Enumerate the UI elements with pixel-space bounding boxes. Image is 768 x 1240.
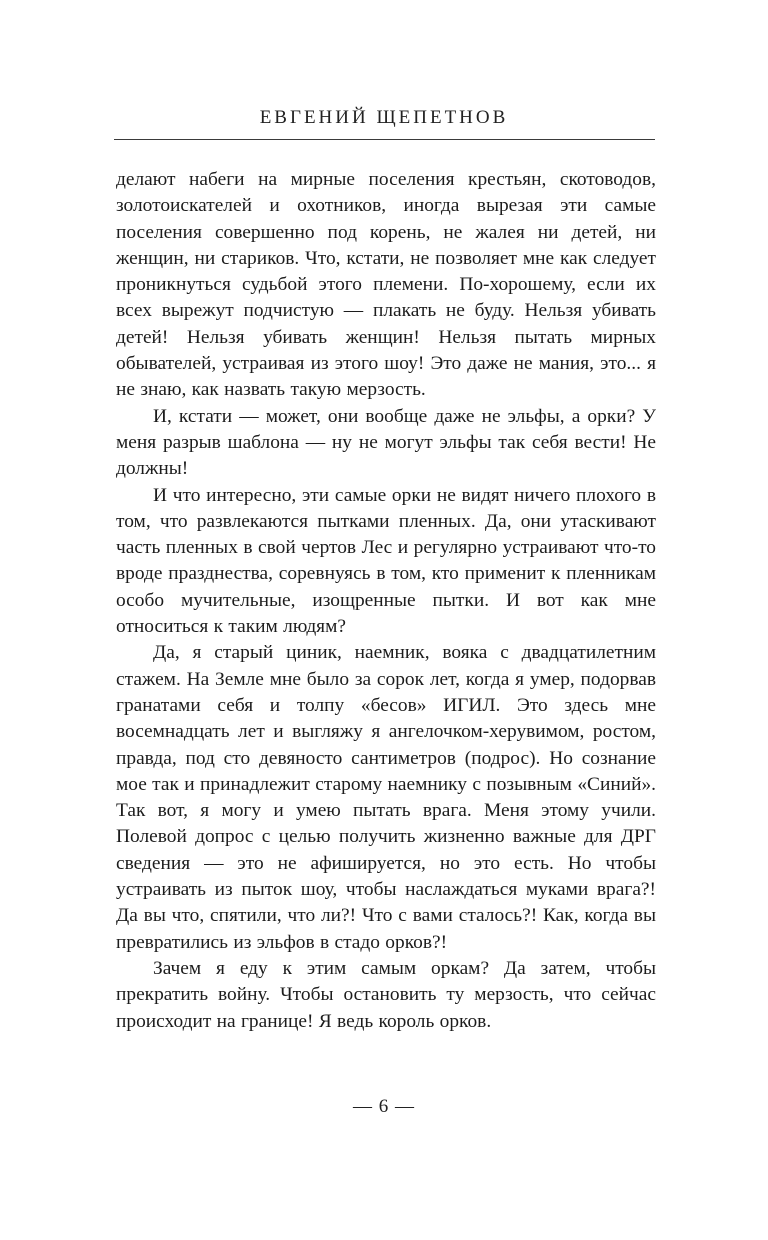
body-text [116,167,656,1035]
paragraph: И, кстати — может, они вообще даже не эльфы, а орки? У меня разрыв шаблона — ну не могут эльфы так себя вести! Не должны! [116,405,656,480]
paragraph: Зачем я еду к этим самым оркам? Да затем, чтобы прекратить войну. Чтобы остановить ту мерзость, что сейчас происходит на границе! Я ведь король орков. [116,957,656,1032]
header-rule [114,139,655,140]
running-head-author: ЕВГЕНИЙ ЩЕПЕТНОВ [259,107,509,128]
paragraph: И что интересно, эти самые орки не видят ничего плохого в том, что развлекаются пытками пленных. Да, они утаскивают часть пленных в свой чертов Лес и регулярно устраивают что-то вроде празднества, соревнуясь в том, кто применит к пленникам особо мучительные, изощренные пытки. И вот как мне относиться к таким людям? [116,484,656,638]
paragraph: делают набеги на мирные поселения крестьян, скотоводов, золотоискателей и охотников, иногда вырезая эти самые поселения совершенно под корень, не жалея ни детей, ни женщин, ни стариков. Что, кстати, не позволяет мне как следует проникнуться судьбой этого племени. По-хорошему, если их всех вырежут подчистую — плакать не буду. Нельзя убивать детей! Нельзя убивать женщин! Нельзя пытать мирных обывателей, устраивая из этого шоу! Это даже не мания, это... я не знаю, как назвать такую мерзость. [116,169,656,401]
paragraph: Да, я старый циник, наемник, вояка с двадцатилетним стажем. На Земле мне было за сорок лет, когда я умер, подорвав гранатами себя и толпу «бесов» ИГИЛ. Это здесь мне восемнадцать лет и выгляжу я ангелочком-херувимом, ростом, правда, под сто девяносто сантиметров (подрос). Но сознание мое так и принадлежит старому наемнику с позывным «Синий». Так вот, я могу и умею пытать врага. Меня этому учили. Полевой допрос с целью получить жизненно важные для ДРГ сведения — это не афишируется, но это есть. Но чтобы устраивать из пыток шоу, чтобы наслаждаться муками врага?! Да вы что, спятили, что ли?! Что с вами сталось?! Как, когда вы превратились из эльфов в стадо орков?! [116,642,656,953]
page-number: — 6 — [353,1096,415,1117]
